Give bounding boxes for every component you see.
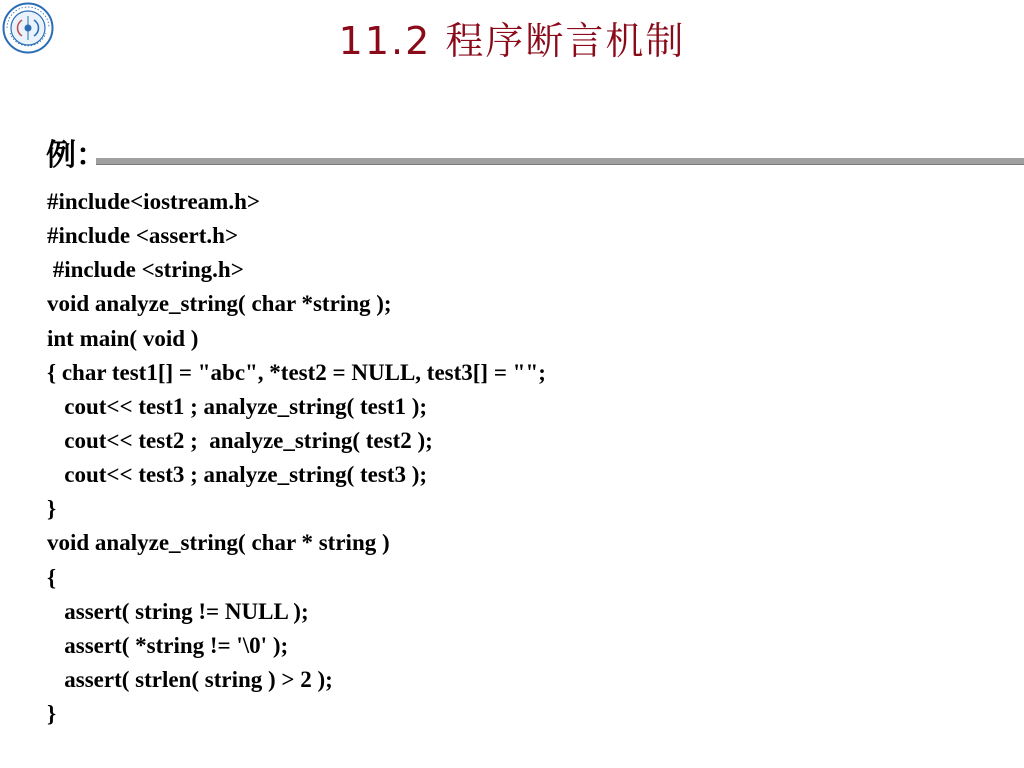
code-line: #include <string.h> xyxy=(47,257,244,283)
code-line: { char test1[] = "abc", *test2 = NULL, test3[] = ""; xyxy=(47,359,546,385)
code-line: assert( strlen( string ) > 2 ); xyxy=(47,666,333,692)
code-line: int main( void ) xyxy=(47,325,199,351)
code-line: void analyze_string( char *string ); xyxy=(47,291,392,317)
code-line: } xyxy=(47,701,57,727)
slide-title: 11.2 程序断言机制 xyxy=(338,19,686,63)
code-line: cout<< test3 ; analyze_string( test3 ); xyxy=(47,462,428,488)
code-line: { xyxy=(47,564,57,590)
code-block xyxy=(47,185,546,731)
code-line: assert( *string != '\0' ); xyxy=(47,632,289,658)
code-line: #include<iostream.h> xyxy=(47,189,260,214)
code-line: #include <assert.h> xyxy=(47,223,239,249)
code-line: } xyxy=(47,496,57,522)
code-line: assert( string != NULL ); xyxy=(47,598,309,624)
code-line: cout<< test2 ; analyze_string( test2 ); xyxy=(47,427,433,453)
code-line: void analyze_string( char * string ) xyxy=(47,530,390,556)
example-label: 例： xyxy=(46,138,106,173)
divider-line xyxy=(96,158,1024,165)
code-line: cout<< test1 ; analyze_string( test1 ); xyxy=(47,393,428,419)
